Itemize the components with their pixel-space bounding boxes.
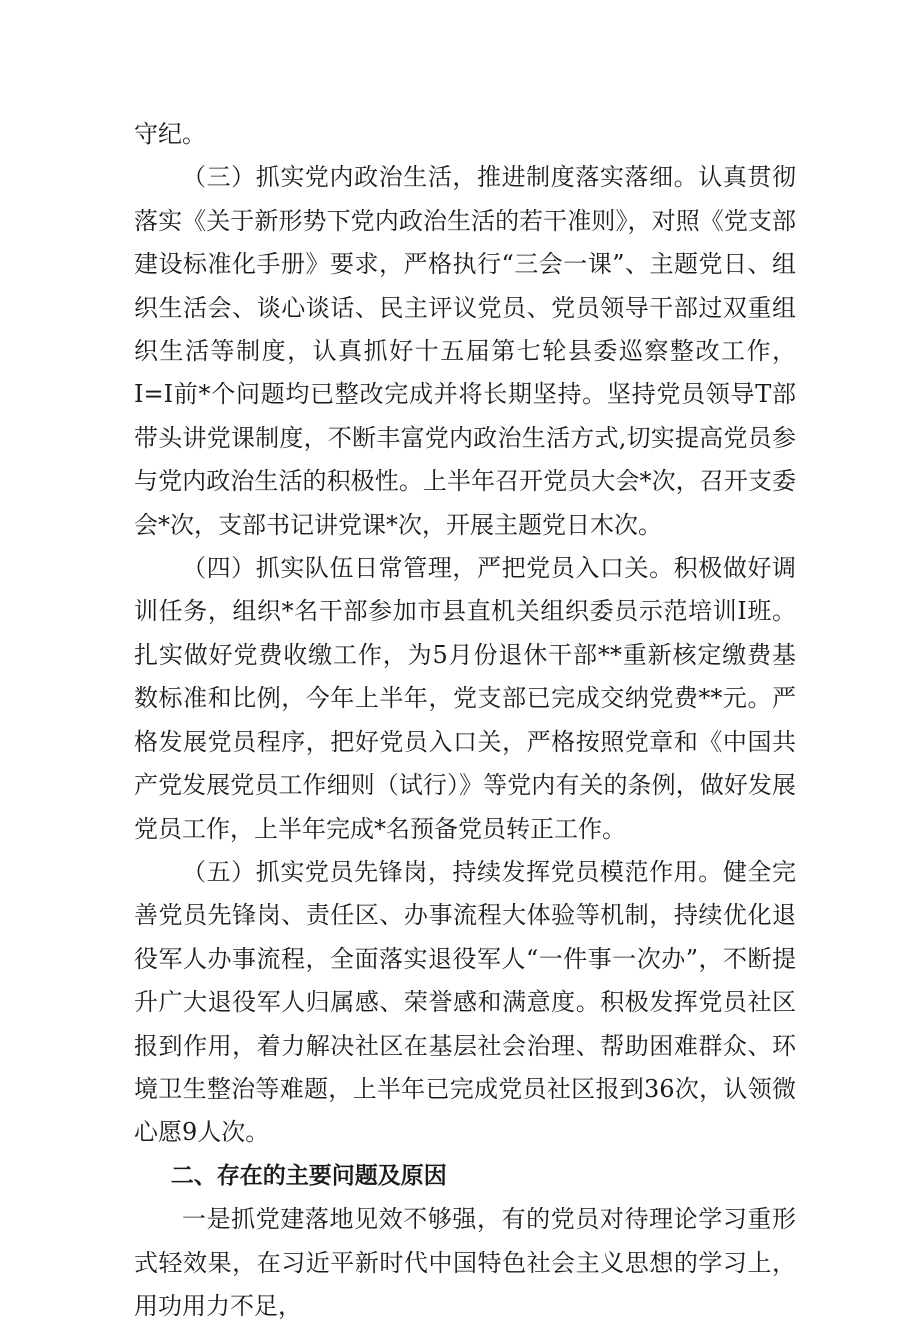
section-heading: 二、存在的主要问题及原因 — [170, 1162, 447, 1189]
document-body — [134, 113, 796, 1328]
paragraph-section-3: （三）抓实党内政治生活，推进制度落实落细。认真贯彻落实《关于新形势下党内政治生活的若干准则》，对照《党支部建设标准化手册》要求，严格执行“三会一课”、主题党日、组织生活会、谈心谈话、民主评议党员、党员领导干部过双重组织生活等制度，认真抓好十五届第七轮县委巡察整改工作，I=I前*个问题均已整改完成并将长期坚持。坚持党员领导T部带头讲党课制度，不断丰富党内政治生活方式,切实提高党员参与党内政治生活的积极性。上半年召开党员大会*次，召开支委会*次，支部书记讲党课*次，开展主题党日木次。 — [134, 163, 796, 539]
paragraph-problem-1: 一是抓党建落地见效不够强，有的党员对待理论学习重形式轻效果，在习近平新时代中国特色社会主义思想的学习上，用功用力不足， — [134, 1205, 796, 1320]
paragraph-continuation: 守纪。 — [134, 120, 206, 148]
paragraph-section-5: （五）抓实党员先锋岗，持续发挥党员模范作用。健全完善党员先锋岗、责任区、办事流程大体验等机制，持续优化退役军人办事流程，全面落实退役军人“一件事一次办”，不断提升广大退役军人归属感、荣誉感和满意度。积极发挥党员社区报到作用，着力解决社区在基层社会治理、帮助困难群众、环境卫生整治等难题，上半年已完成党员社区报到36次，认领微心愿9人次。 — [134, 857, 796, 1147]
paragraph-section-4: （四）抓实队伍日常管理，严把党员入口关。积极做好调训任务，组织*名干部参加市县直机关组织委员示范培训I班。扎实做好党费收缴工作，为5月份退休干部**重新核定缴费基数标准和比例，今年上半年，党支部已完成交纳党费**元。严格发展党员程序，把好党员入口关，严格按照党章和《中国共产党发展党员工作细则（试行）》等党内有关的条例，做好发展党员工作，上半年完成*名预备党员转正工作。 — [134, 554, 796, 843]
